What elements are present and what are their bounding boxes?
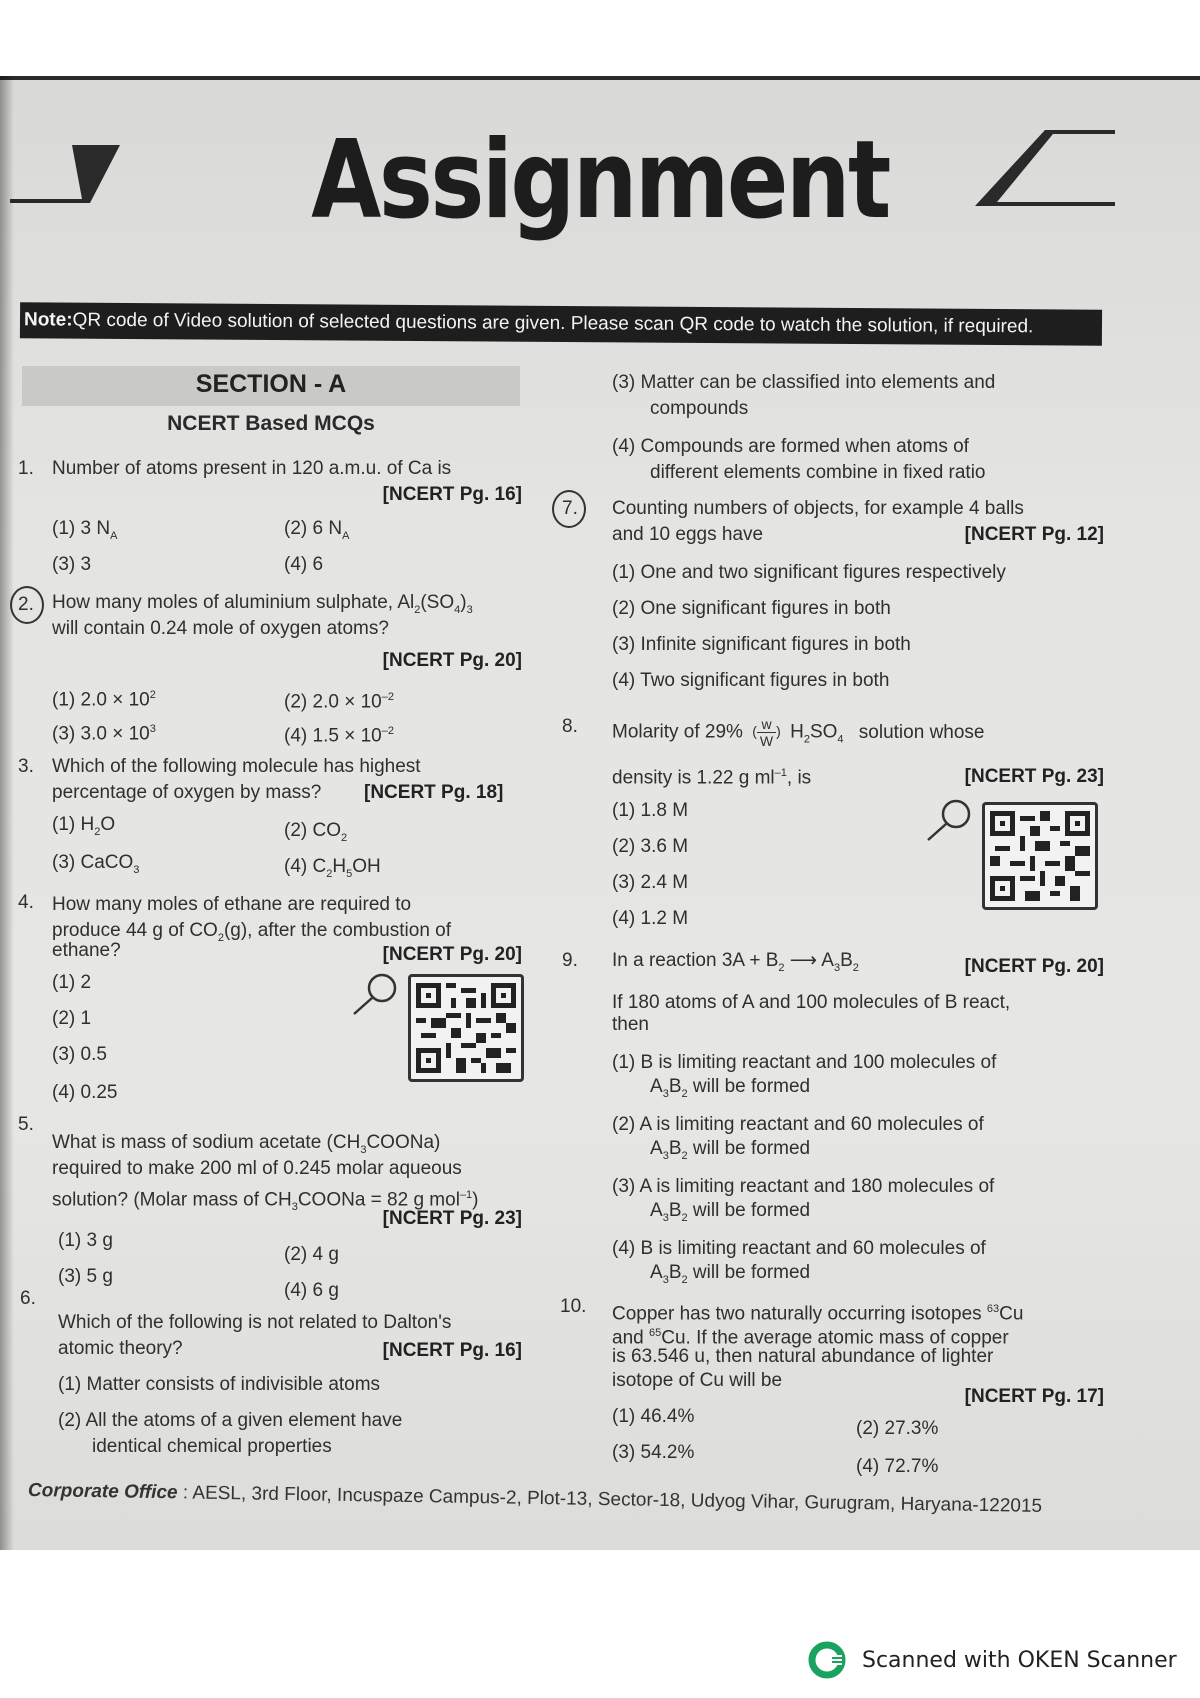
q1-option-2: (2) 6 $N_A$ [284,518,350,542]
q6-option-4-line-1: (4) Compounds are formed when atoms of [612,436,969,457]
q3-option-2: (2) $CO_2$ [284,820,348,844]
q9-option-3-line-1: (3) A is limiting reactant and 180 molecules of [612,1176,995,1197]
scanner-text: Scanned with OKEN Scanner [862,1647,1177,1673]
footer-label: Corporate Office [27,1480,178,1504]
q1-option-4: (4) 6 [284,554,324,575]
q9-option-1-line-2: $A_3B_2$ will be formed [650,1076,811,1100]
q9-option-1-line-1: (1) B is limiting reactant and 100 molecules of [612,1052,997,1073]
q4-option-2: (2) 1 [52,1008,92,1029]
q3-option-3: (3) CaCO$_3$ [52,852,140,876]
q6-option-1: (1) Matter consists of indivisible atoms [58,1374,381,1395]
q6-ref: [NCERT Pg. 16] [382,1340,522,1361]
q8-option-1: (1) 1.8 M [612,800,689,821]
q3-number: 3. [18,756,34,777]
q7-option-4: (4) Two significant figures in both [612,670,890,691]
q9-line-3: then [612,1014,649,1035]
q5-line-2: required to make 200 ml of 0.245 molar aqueous [52,1158,462,1179]
footer-address: : AESL, 3rd Floor, Incuspaze Campus-2, Plot-13, Sector-18, Udyog Vihar, Gurugram, Haryana-122015 [177,1482,1043,1517]
q9-ref: [NCERT Pg. 20] [964,956,1104,977]
q1-number: 1. [18,458,34,479]
q3-line-1: Which of the following molecule has highest [52,756,421,777]
q6-option-2-line-1: (2) All the atoms of a given element have [58,1410,403,1431]
q2-line-2: will contain 0.24 mole of oxygen atoms? [52,618,389,639]
q5-option-2: (2) 4 g [284,1244,339,1265]
q4-option-4: (4) 0.25 [52,1082,118,1103]
q2-option-2: (2) $2.0 \times 10^{-2}$ [284,691,394,713]
q4-option-1: (1) 2 [52,972,92,993]
q7-line-1: Counting numbers of objects, for example 4 balls [612,498,1024,519]
q2-line-1: How many moles of aluminium sulphate, $Al_2(SO_4)_3$ [52,592,473,616]
page-binding-shadow [0,76,14,1550]
q10-ref: [NCERT Pg. 17] [964,1386,1104,1407]
q6-option-4-line-2: different elements combine in fixed ratio [650,462,986,483]
q6-option-3-line-1: (3) Matter can be classified into elements and [612,372,996,393]
q9-line-2: If 180 atoms of A and 100 molecules of B react, [612,992,1011,1013]
scanner-watermark [808,1640,1177,1680]
magnifier-icon [350,972,402,1018]
q4-number: 4. [18,892,34,913]
q7-option-3: (3) Infinite significant figures in both [612,634,911,655]
q10-line-3: is 63.546 u, then natural abundance of lighter [612,1346,994,1367]
q5-ref: [NCERT Pg. 23] [382,1208,522,1229]
q5-option-4: (4) 6 g [284,1280,339,1301]
note-prefix: Note: [23,309,73,331]
q7-line-2: and 10 eggs have [612,524,764,545]
q5-line-1: What is mass of sodium acetate $(CH_3COONa)$ [52,1132,441,1156]
q6-number: 6. [20,1288,36,1309]
q10-option-4: (4) 72.7% [856,1456,939,1477]
q2-option-4: (4) $1.5 \times 10^{-2}$ [284,725,394,747]
q7-ref: [NCERT Pg. 12] [964,524,1104,545]
q5-option-1: (1) 3 g [58,1230,113,1251]
q5-option-3: (3) 5 g [58,1266,113,1287]
q6-option-2-line-2: identical chemical properties [92,1436,332,1457]
q7-option-2: (2) One significant figures in both [612,598,891,619]
note-bar [20,302,1102,346]
q3-option-1: (1) $H_2O$ [52,814,116,838]
q4-ref: [NCERT Pg. 20] [382,944,522,965]
q8-option-2: (2) 3.6 M [612,836,689,857]
q2-option-1: (1) $2.0 \times 10^2$ [52,689,156,711]
q10-line-4: isotope of Cu will be [612,1370,783,1391]
q6-line-1: Which of the following is not related to Dalton's [58,1312,452,1333]
oken-scanner-logo-icon [808,1640,848,1680]
q10-line-2: and $^{65}$Cu. If the average atomic mass of copper [612,1327,1009,1349]
q2-ref: [NCERT Pg. 20] [382,650,522,671]
page-title: Assignment [311,118,889,243]
q8-line-1: Molarity of 29% ( $\frac{w}{W}$ ) $H_2SO_4$ solution whose [612,716,985,749]
q9-option-3-line-2: $A_3B_2$ will be formed [650,1200,811,1224]
qr-code-q4[interactable] [408,974,524,1082]
q5-line-3: solution? (Molar mass of $CH_3COONa = 82$ g mol$^{-1}$) [52,1189,479,1214]
q9-option-4-line-2: $A_3B_2$ will be formed [650,1262,811,1286]
q6-line-2: atomic theory? [58,1338,183,1359]
q7-option-1: (1) One and two significant figures respectively [612,562,1006,583]
q1-option-1: (1) 3 $N_A$ [52,518,118,542]
q9-option-2-line-1: (2) A is limiting reactant and 60 molecules of [612,1114,984,1135]
q3-ref: [NCERT Pg. 18] [364,782,504,803]
section-subtitle: NCERT Based MCQs [167,412,375,435]
q1-option-3: (3) 3 [52,554,92,575]
magnifier-icon [924,798,976,844]
q10-line-1: Copper has two naturally occurring isotopes $^{63}$Cu [612,1303,1024,1325]
q8-fraction: ( $\frac{w}{W}$ ) [752,716,781,749]
q4-line-2: produce 44 g of $CO_2(g)$, after the combustion of [52,920,452,944]
q5-number: 5. [18,1114,34,1135]
q10-option-2: (2) 27.3% [856,1418,939,1439]
q8-number: 8. [562,716,578,737]
q10-option-1: (1) 46.4% [612,1406,695,1427]
q9-line-1: In a reaction $3A + B_2$ ⟶ $A_3B_2$ [612,950,859,974]
q3-line-2: percentage of oxygen by mass? [52,782,322,803]
q10-number: 10. [560,1296,587,1317]
q10-option-3: (3) 54.2% [612,1442,695,1463]
q8-option-3: (3) 2.4 M [612,872,689,893]
q8-option-4: (4) 1.2 M [612,908,689,929]
section-title: SECTION - A [195,370,347,398]
q9-option-4-line-1: (4) B is limiting reactant and 60 molecules of [612,1238,986,1259]
q2-number: 2. [18,594,34,615]
scan-top-margin [0,0,1200,76]
q9-number: 9. [562,950,578,971]
q1-text: Number of atoms present in 120 a.m.u. of Ca is [52,458,452,479]
q6-option-3-line-2: compounds [650,398,749,419]
qr-code-q8[interactable] [982,802,1098,910]
note-text: QR code of Video solution of selected questions are given. Please scan QR code to watch the solution, if required. [72,309,1034,338]
q8-line-2: density is 1.22 g $ml^{-1}$, is [612,767,812,789]
q4-line-1: How many moles of ethane are required to [52,894,412,915]
q1-ref: [NCERT Pg. 16] [382,484,522,505]
q9-option-2-line-2: $A_3B_2$ will be formed [650,1138,811,1162]
q3-option-4: (4) $C_2H_5OH$ [284,856,381,880]
q8-ref: [NCERT Pg. 23] [964,766,1104,787]
q4-option-3: (3) 0.5 [52,1044,107,1065]
q4-line-3: ethane? [52,940,121,961]
q7-number: 7. [562,498,578,519]
q2-option-3: (3) $3.0 \times 10^3$ [52,723,156,745]
